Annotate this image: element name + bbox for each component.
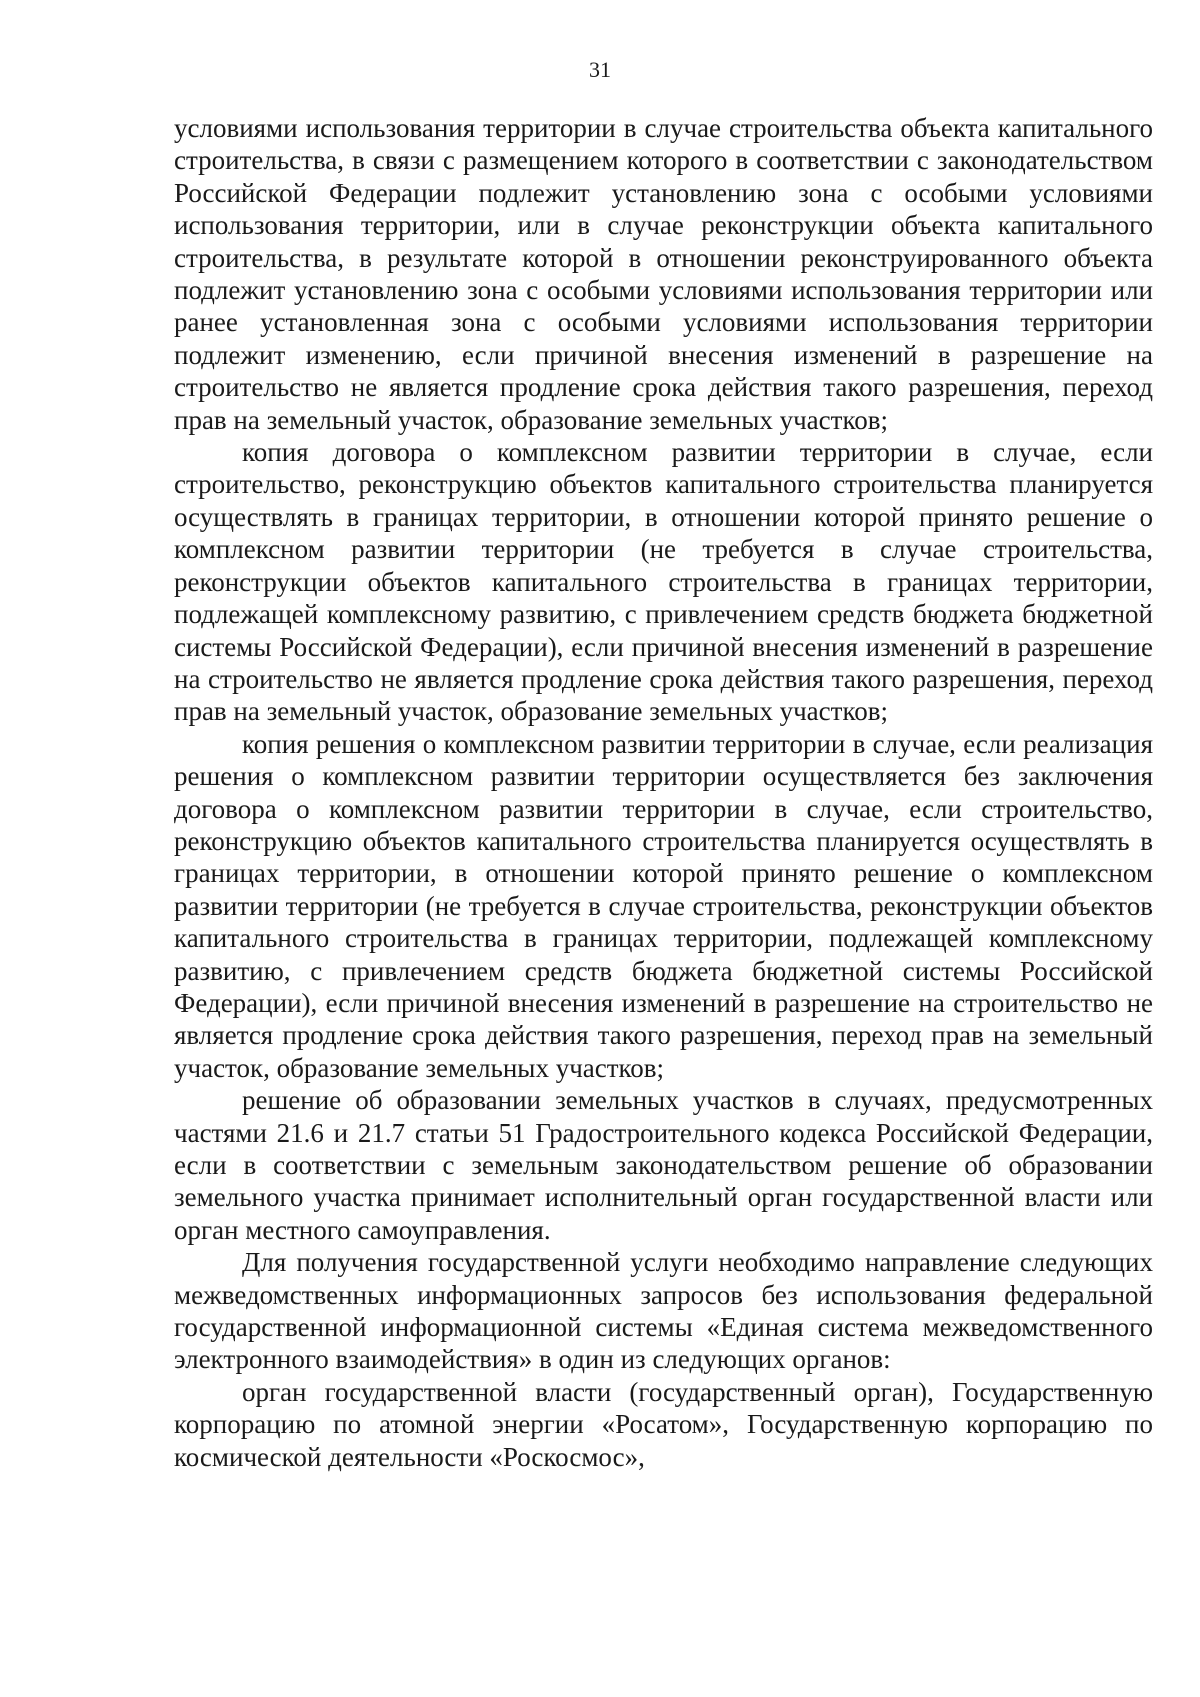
paragraph: копия решения о комплексном развитии территории в случае, если реализация решения о комплексном развитии территории осуществляется без заключения договора о комплексном развитии территории в случае, если строительство, реконструкцию объектов капитального строительства планируется осуществлять в границах территории, в отношении которой принято решение о комплексном развитии территории (не требуется в случае строительства, реконструкции объектов капитального строительства в границах территории, подлежащей комплексному развитию, с привлечением средств бюджета бюджетной системы Российской Федерации), если причиной внесения изменений в разрешение на строительство не является продление срока действия такого разрешения, переход прав на земельный участок, образование земельных участков; bbox=[174, 728, 1153, 1083]
paragraph: копия договора о комплексном развитии территории в случае, если строительство, реконструкцию объектов капитального строительства планируется осуществлять в границах территории, в отношении которой принято решение о комплексном развитии территории (не требуется в случае строительства, реконструкции объектов капитального строительства в границах территории, подлежащей комплексному развитию, с привлечением средств бюджета бюджетной системы Российской Федерации), если причиной внесения изменений в разрешение на строительство не является продление срока действия такого разрешения, переход прав на земельный участок, образование земельных участков; bbox=[174, 437, 1153, 727]
paragraph: условиями использования территории в случае строительства объекта капитального строительства, в связи с размещением которого в соответствии с законодательством Российской Федерации подлежит установлению зона с особыми условиями использования территории, или в случае реконструкции объекта капитального строительства, в результате которой в отношении реконструированного объекта подлежит установлению зона с особыми условиями использования территории или ранее установленная зона с особыми условиями использования территории подлежит изменению, если причиной внесения изменений в разрешение на строительство не является продление срока действия такого разрешения, переход прав на земельный участок, образование земельных участков; bbox=[174, 113, 1153, 435]
paragraph: решение об образовании земельных участков в случаях, предусмотренных частями 21.6 и 21.7 статьи 51 Градостроительного кодекса Российской Федерации, если в соответствии с земельным законодательством решение об образовании земельного участка принимает исполнительный орган государственной власти или орган местного самоуправления. bbox=[174, 1085, 1153, 1245]
paragraph: Для получения государственной услуги необходимо направление следующих межведомственных информационных запросов без использования федеральной государственной информационной системы «Единая система межведомственного электронного взаимодействия» в один из следующих органов: bbox=[174, 1247, 1153, 1375]
paragraph: орган государственной власти (государственный орган), Государственную корпорацию по атомной энергии «Росатом», Государственную корпорацию по космической деятельности «Роскосмос», bbox=[174, 1376, 1153, 1472]
page-number: 31 bbox=[589, 57, 611, 82]
document-body bbox=[174, 112, 1153, 1473]
